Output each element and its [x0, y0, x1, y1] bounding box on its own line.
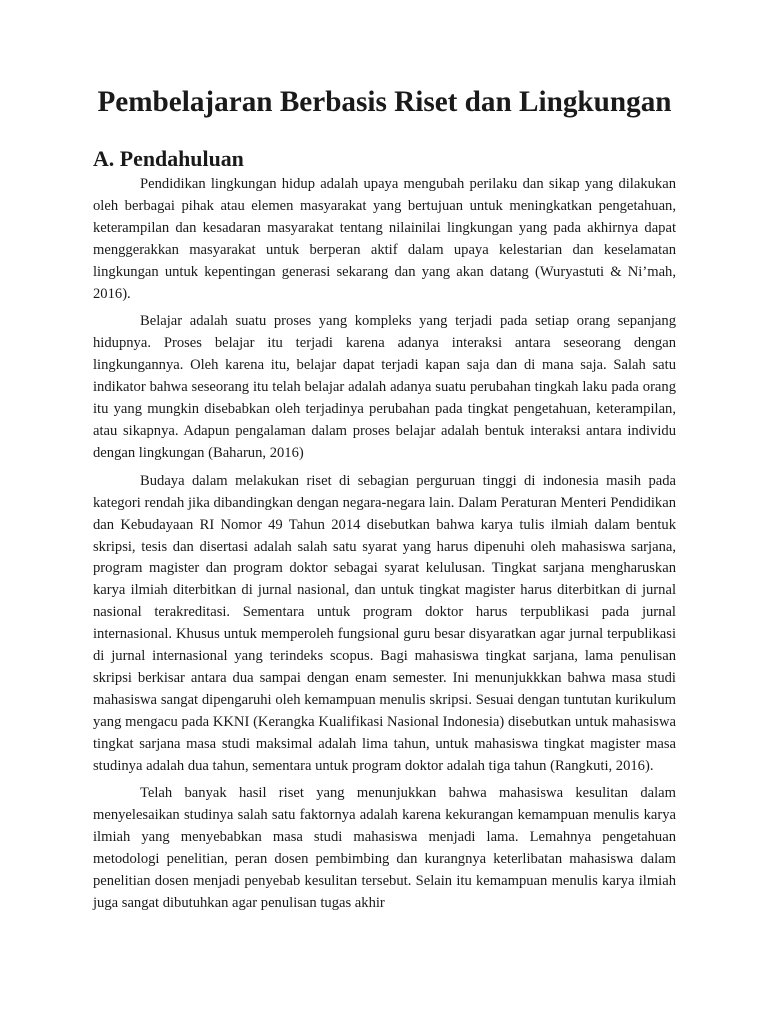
paragraph-4: Telah banyak hasil riset yang menunjukkan bahwa mahasiswa kesulitan dalam menyelesaikan studinya salah satu faktornya adalah karena kekurangan kemampuan menulis karya ilmiah yang menyebabkan masa studi mahasiswa menjadi lama. Lemahnya pengetahuan metodologi penelitian, peran dosen pembimbing dan kurangnya keterlibatan mahasiswa dalam penelitian dosen menjadi penyebab kesulitan tersebut. Selain itu kemampuan menulis karya ilmiah juga sangat dibutuhkan agar penulisan tugas akhir [93, 785, 676, 911]
paragraph-3: Budaya dalam melakukan riset di sebagian perguruan tinggi di indonesia masih pada kategori rendah jika dibandingkan dengan negara-negara lain. Dalam Peraturan Menteri Pendidikan dan Kebudayaan RI Nomor 49 Tahun 2014 disebutkan bahwa karya tulis ilmiah dalam bentuk skripsi, tesis dan disertasi adalah salah satu syarat yang harus dipenuhi oleh mahasiswa sarjana, program magister dan program doktor sebagai syarat kelulusan. Tingkat sarjana mengharuskan karya ilmiah diterbitkan di jurnal nasional, dan untuk tingkat magister harus diterbitkan di jurnal nasional terakreditasi. Sementara untuk program doktor harus terpublikasi pada jurnal internasional. Khusus untuk memperoleh fungsional guru besar disyaratkan agar jurnal terpublikasi di jurnal internasional yang terindeks scopus. Bagi mahasiswa tingkat sarjana, lama penulisan skripsi berkisar antara dua sampai dengan enam semester. Ini menunjukkkan bahwa masa studi mahasiswa sangat dipengaruhi oleh kemampuan menulis skripsi. Sesuai dengan tuntutan kurikulum yang mengacu pada KKNI (Kerangka Kualifikasi Nasional Indonesia) disebutkan untuk mahasiswa tingkat sarjana masa studi maksimal adalah lima tahun, untuk mahasiswa tingkat magister masa studinya adalah dua tahun, sementara untuk program doktor adalah tiga tahun (Rangkuti, 2016). [93, 472, 676, 774]
paragraph-2: Belajar adalah suatu proses yang kompleks yang terjadi pada setiap orang sepanjang hidupnya. Proses belajar itu terjadi karena adanya interaksi antara seseorang dengan lingkungannya. Oleh karena itu, belajar dapat terjadi kapan saja dan di mana saja. Salah satu indikator bahwa seseorang itu telah belajar adalah adanya suatu perubahan tingkah laku pada orang itu yang mungkin disebabkan oleh terjadinya perubahan pada tingkat pengetahuan, keterampilan, atau sikapnya. Adapun pengalaman dalam proses belajar adalah bentuk interaksi antara individu dengan lingkungan (Baharun, 2016) [93, 313, 676, 461]
section-heading: A. Pendahuluan [93, 146, 244, 171]
document-title: Pembelajaran Berbasis Riset dan Lingkungan [97, 86, 672, 118]
paragraph-1: Pendidikan lingkungan hidup adalah upaya mengubah perilaku dan sikap yang dilakukan oleh berbagai pihak atau elemen masyarakat yang bertujuan untuk meningkatkan pengetahuan, keterampilan dan kesadaran masyarakat tentang nilainilai lingkungan yang pada akhirnya dapat menggerakkan masyarakat untuk berperan aktif dalam upaya kelestarian dan keselamatan lingkungan untuk kepentingan generasi sekarang dan yang akan datang (Wuryastuti & Ni’mah, 2016). [93, 176, 676, 302]
